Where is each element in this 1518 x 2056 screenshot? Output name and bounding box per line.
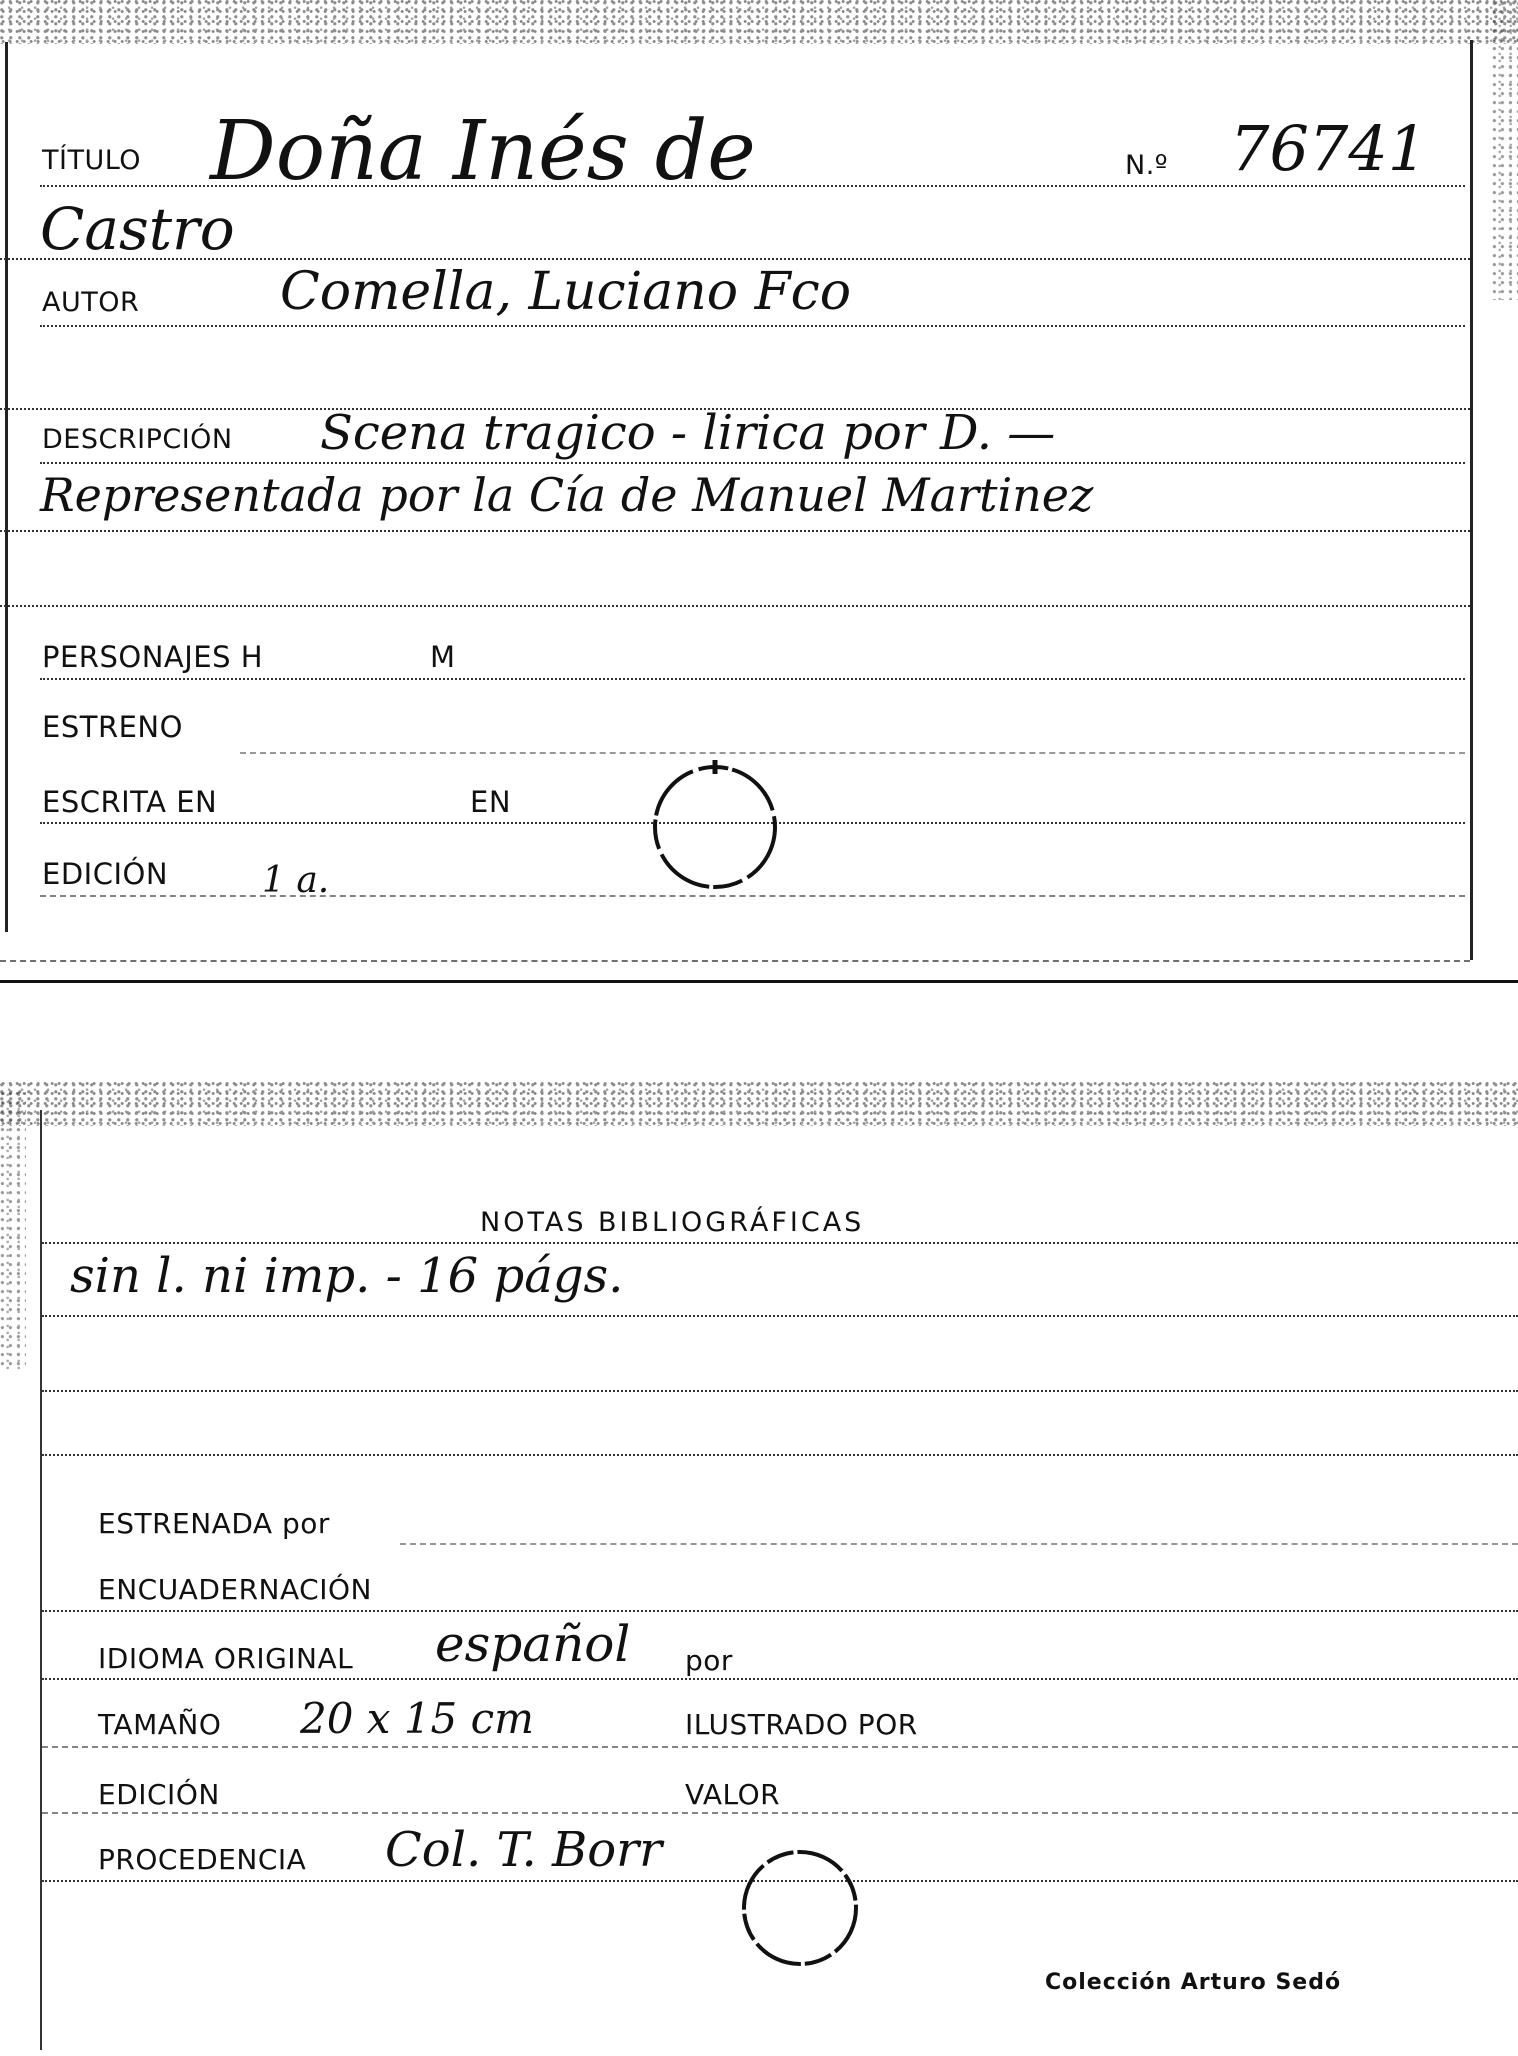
tamano-line xyxy=(42,1746,1518,1748)
notas-line-4 xyxy=(42,1454,1518,1456)
notas-heading: NOTAS BIBLIOGRÁFICAS xyxy=(480,1207,865,1238)
card-bottom-line xyxy=(0,960,1470,962)
titulo-value-line2: Castro xyxy=(40,195,235,263)
idioma-label: IDIOMA ORIGINAL xyxy=(98,1642,354,1675)
bottom-stamp-circle xyxy=(730,1838,870,1978)
edicion-line-2 xyxy=(42,1812,1518,1814)
numero-value: 76741 xyxy=(1230,112,1428,185)
card-frame-right xyxy=(1470,40,1473,960)
descripcion-value-line2: Representada por la Cía de Manuel Martinez xyxy=(40,468,1094,522)
titulo-line xyxy=(40,185,1465,187)
notas-line-3 xyxy=(42,1390,1518,1392)
descripcion-line-2 xyxy=(0,530,1470,532)
valor-label: VALOR xyxy=(685,1778,781,1811)
coleccion-footer: Colección Arturo Sedó xyxy=(1045,1970,1342,1995)
descripcion-label: DESCRIPCIÓN xyxy=(42,424,233,455)
card-left-edge-texture xyxy=(0,1090,26,1370)
titulo-line-2 xyxy=(0,258,1470,260)
escrita-en-label: ESCRITA EN xyxy=(42,785,218,819)
idioma-line xyxy=(42,1678,1518,1680)
personajes-line xyxy=(40,678,1465,680)
encuadernacion-label: ENCUADERNACIÓN xyxy=(98,1573,372,1606)
estrenada-label: ESTRENADA por xyxy=(98,1507,330,1540)
descripcion-value-line1: Scena tragico - lirica por D. — xyxy=(320,405,1056,461)
procedencia-label: PROCEDENCIA xyxy=(98,1843,307,1876)
idioma-value: español xyxy=(435,1615,631,1673)
notas-line-2 xyxy=(42,1315,1518,1317)
tamano-label: TAMAÑO xyxy=(98,1708,222,1741)
edicion-label: EDICIÓN xyxy=(42,857,169,891)
personajes-m-label: M xyxy=(430,640,456,674)
descripcion-line xyxy=(40,462,1465,464)
card-top-edge-texture-2 xyxy=(0,1082,1518,1126)
edicion-value: 1 a. xyxy=(262,860,330,901)
card-top-edge-texture xyxy=(0,0,1518,44)
idioma-por-label: por xyxy=(685,1644,733,1677)
bottom-catalog-card xyxy=(0,1070,1518,2056)
encuadernacion-line xyxy=(42,1610,1518,1612)
edicion-label-2: EDICIÓN xyxy=(98,1778,220,1811)
autor-label: AUTOR xyxy=(42,287,140,318)
card-frame-left-2 xyxy=(40,1110,42,2050)
autor-value: Comella, Luciano Fco xyxy=(280,262,852,322)
personajes-h-label: PERSONAJES H xyxy=(42,640,264,674)
top-stamp-circle xyxy=(640,752,790,902)
card-frame-bottom xyxy=(0,980,1518,983)
tamano-value: 20 x 15 cm xyxy=(300,1694,534,1743)
notas-value: sin l. ni imp. - 16 págs. xyxy=(70,1248,624,1304)
numero-label: N.º xyxy=(1125,150,1169,181)
escrita-en-2-label: EN xyxy=(470,785,512,819)
top-catalog-card xyxy=(0,0,1518,980)
autor-line xyxy=(40,325,1465,327)
procedencia-value: Col. T. Borr xyxy=(385,1822,663,1878)
titulo-value-line1: Doña Inés de xyxy=(210,104,756,199)
estrenada-line xyxy=(400,1543,1518,1545)
titulo-label: TÍTULO xyxy=(42,145,142,176)
estreno-label: ESTRENO xyxy=(42,710,183,744)
ilustrado-label: ILUSTRADO POR xyxy=(685,1708,918,1741)
notas-line xyxy=(42,1242,1518,1244)
card-frame-left xyxy=(5,42,8,932)
estreno-line xyxy=(240,752,1465,754)
descripcion-line-3 xyxy=(0,605,1470,607)
card-right-edge-texture xyxy=(1492,0,1518,300)
